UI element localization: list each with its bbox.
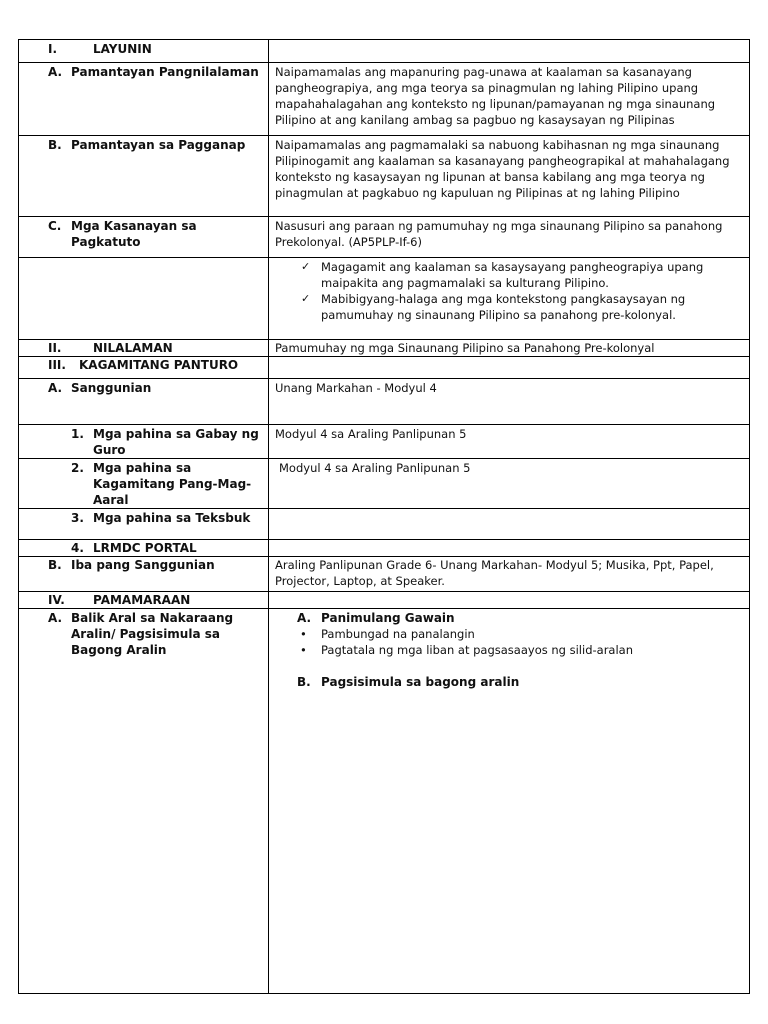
nilalaman-content: Pamumuhay ng mga Sinaunang Pilipino sa Panahong Pre-kolonyal xyxy=(275,341,655,355)
row-iba-pang-sanggunian xyxy=(19,557,750,592)
kagamitang-mag-aaral-content: Modyul 4 sa Araling Panlipunan 5 xyxy=(279,461,471,475)
balik-aral-label: A. Balik Aral sa Nakaraang Aralin/ Pagsisimula sa Bagong Aralin xyxy=(48,611,234,657)
bullet-item: • Pagtatala ng mga liban at pagsasaayos ng silid-aralan xyxy=(300,643,633,657)
pagsisimula-heading: B. Pagsisimula sa bagong aralin xyxy=(297,675,520,689)
kasanayan-content: Nasusuri ang paraan ng pamumuhay ng mga sinaunang Pilipino sa panahong Prekolonyal. (AP5PLP-If-6) xyxy=(275,219,723,249)
row-kasanayan xyxy=(19,217,750,258)
kasanayan-label: C. Mga Kasanayan sa Pagkatuto xyxy=(48,219,197,249)
row-kagamitang-mag-aaral xyxy=(19,459,750,509)
sanggunian-content: Unang Markahan - Modyul 4 xyxy=(275,381,437,395)
lesson-plan-table xyxy=(18,39,750,994)
checkmark-icon: ✓ xyxy=(301,292,311,305)
objectives-list xyxy=(269,258,749,323)
pamantayan-pagganap-content: Naipamamalas ang pagmamalaki sa nabuong kabihasnan ng mga sinaunang Pilipinogamit ang kaalaman sa kasanayang pangheograpikal at mahahalagang konteksto ng kasaysayan ng lipunan at bansa kabilang ang mga teorya ng pinagmulan at pagkabuo ng kapuluan ng Pilipinas at ng lahing Pilipino xyxy=(275,138,730,200)
bullet-icon: • xyxy=(300,643,307,657)
bullet-icon: • xyxy=(300,627,307,641)
objective-item: ✓ Magagamit ang kaalaman sa kasaysayang pangheograpiya upang maipakita ang pagmamalaki sa kulturang Pilipino. xyxy=(301,260,704,290)
kagamitan-label: III. KAGAMITANG PANTURO xyxy=(48,358,239,372)
lrmdc-label: 4. LRMDC PORTAL xyxy=(71,541,197,555)
pamamaraan-label: IV. PAMAMARAAN xyxy=(48,593,191,607)
kagamitang-mag-aaral-label: 2. Mga pahina sa Kagamitang Pang-Mag-Aaral xyxy=(71,461,252,507)
row-pamantayan-pangnilalaman xyxy=(19,63,750,136)
pamantayan-pangnilalaman-content: Naipamamalas ang mapanuring pag-unawa at kaalaman sa kasanayang pangheograpiya, ang mga teorya sa pinagmulan ng lahing Pilipino upang mapahahalagahan ang konteksto ng lipunan/pamayanan ng mga sinaunang Pilipino at ang kanilang ambag sa pagbuo ng kasaysayan ng Pilipinas xyxy=(275,65,716,127)
checkmark-icon: ✓ xyxy=(301,260,311,273)
row-teksbuk xyxy=(19,509,750,540)
row-gabay xyxy=(19,425,750,459)
teksbuk-label: 3. Mga pahina sa Teksbuk xyxy=(71,511,251,525)
gabay-label: 1. Mga pahina sa Gabay ng Guro xyxy=(71,427,259,457)
row-pamantayan-pagganap xyxy=(19,136,750,217)
bullet-item: • Pambungad na panalangin xyxy=(300,627,475,641)
objective-item: ✓ Mabibigyang-halaga ang mga kontekstong pangkasaysayan ng pamumuhay ng sinaunang Pilipino sa panahong pre-kolonyal. xyxy=(301,292,686,322)
iba-pang-sanggunian-content: Araling Panlipunan Grade 6- Unang Markahan- Modyul 5; Musika, Ppt, Papel, Projector, Laptop, at Speaker. xyxy=(275,558,714,588)
pamantayan-pagganap-label: B. Pamantayan sa Pagganap xyxy=(48,138,246,152)
pamantayan-pangnilalaman-label: A. Pamantayan Pangnilalaman xyxy=(48,65,259,79)
balik-aral-content xyxy=(269,609,749,690)
row-layunin xyxy=(19,40,750,63)
row-objectives xyxy=(19,258,750,340)
row-kagamitan xyxy=(19,357,750,379)
row-lrmdc xyxy=(19,540,750,557)
row-balik-aral xyxy=(19,609,750,994)
sanggunian-label: A. Sanggunian xyxy=(48,381,152,395)
panimulang-gawain-heading: A. Panimulang Gawain xyxy=(297,611,455,625)
gabay-content: Modyul 4 sa Araling Panlipunan 5 xyxy=(275,427,467,441)
nilalaman-label: II. NILALAMAN xyxy=(48,341,173,355)
iba-pang-sanggunian-label: B. Iba pang Sanggunian xyxy=(48,558,215,572)
row-nilalaman xyxy=(19,340,750,357)
row-pamamaraan xyxy=(19,592,750,609)
layunin-label: I. LAYUNIN xyxy=(48,42,152,56)
row-sanggunian xyxy=(19,379,750,425)
